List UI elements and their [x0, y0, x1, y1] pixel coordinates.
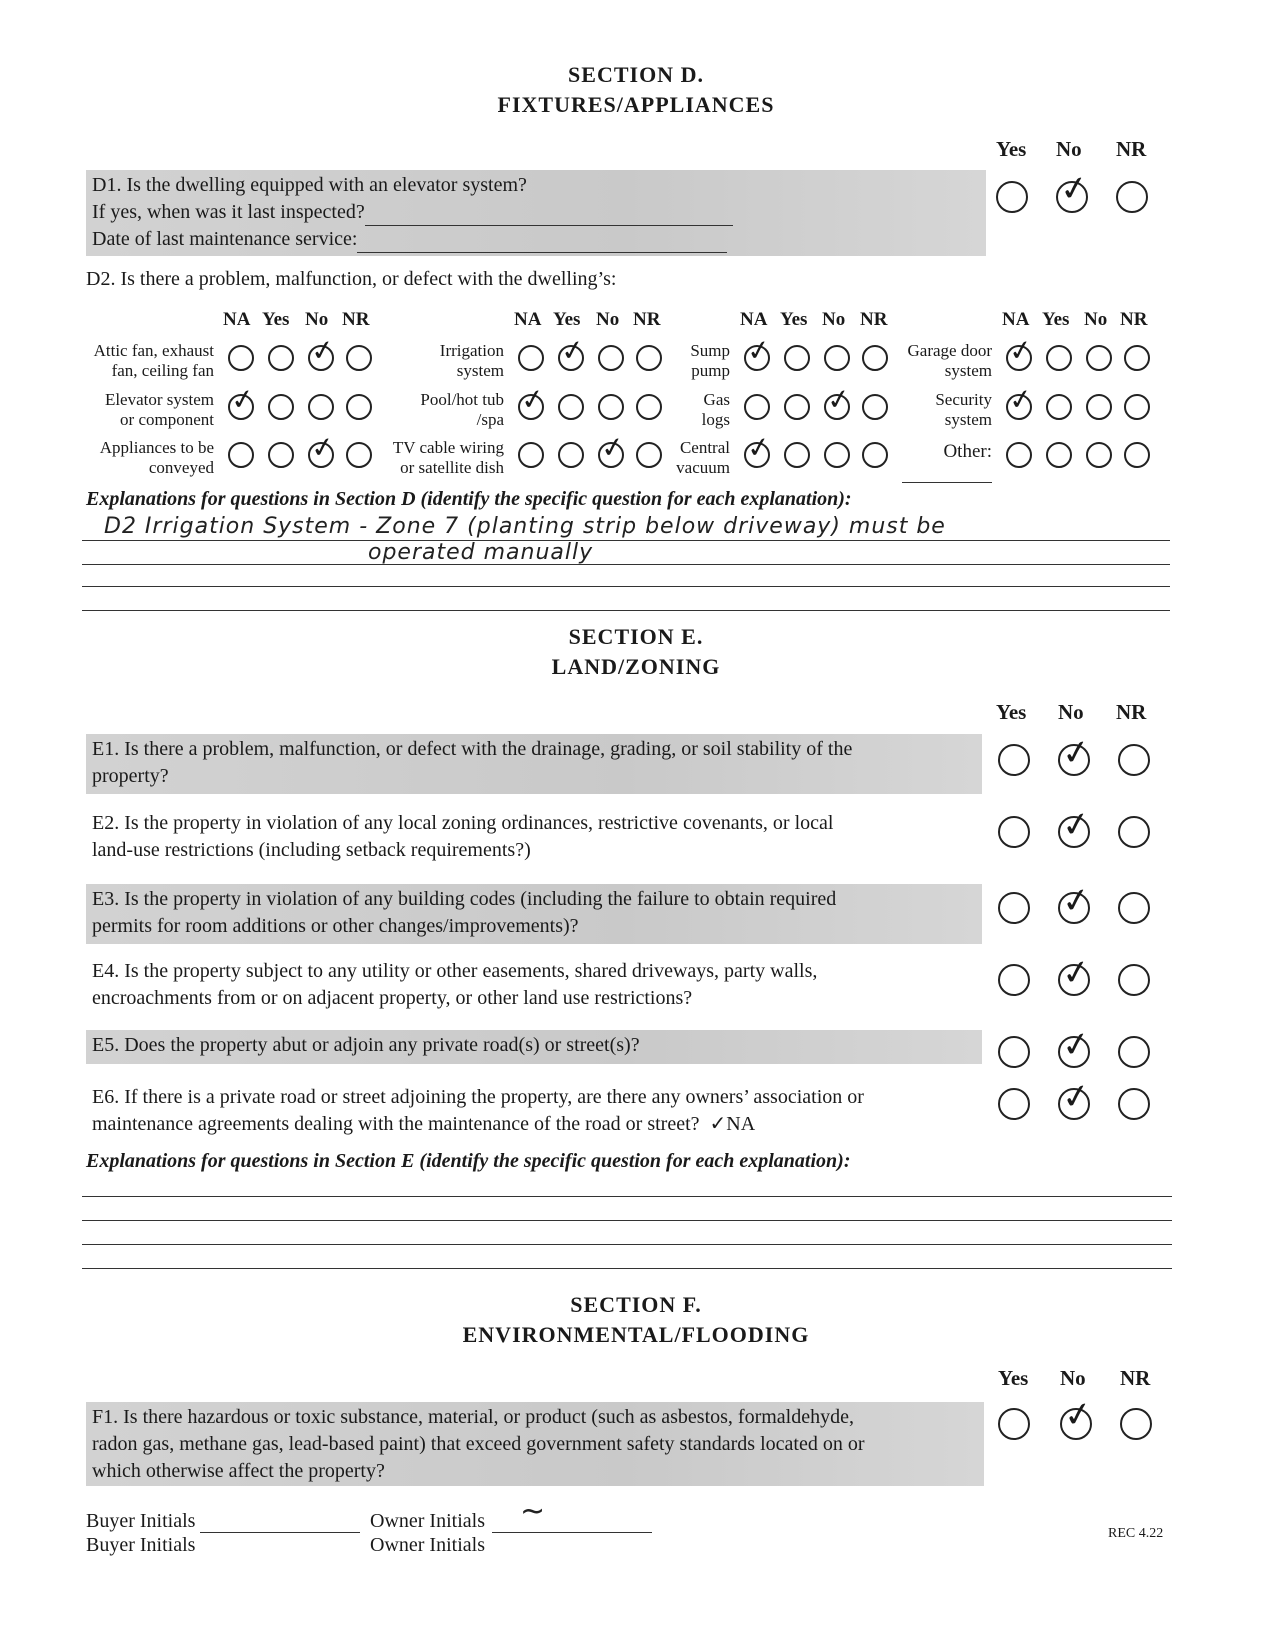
section-e-title: SECTION E.: [568, 624, 704, 649]
d2-item-label: [580, 438, 730, 478]
e6-question: [86, 1082, 982, 1138]
section-f-subtitle: ENVIRONMENTAL/FLOODING: [462, 1322, 810, 1347]
d2-item-label-line1: Irrigation: [439, 341, 504, 360]
e4-nr-radio[interactable]: [1118, 964, 1150, 996]
e1-yes-radio[interactable]: [998, 744, 1030, 776]
form-code: REC 4.22: [1108, 1526, 1164, 1541]
d2-checkmark: ✓: [228, 381, 257, 418]
d2-checkmark: ✓: [598, 429, 627, 466]
d-col-yes: Yes: [996, 137, 1027, 161]
d2-hdr-no-3: No: [822, 309, 846, 330]
e1-line1: E1. Is there a problem, malfunction, or defect with the drainage, grading, or soil stability of the: [92, 738, 853, 760]
d2-checkmark: ✓: [824, 381, 853, 418]
owner-initials-label-2: Owner Initials: [370, 1534, 485, 1556]
d1-no-checkmark: ✓: [1057, 167, 1092, 211]
d2-na-radio[interactable]: [744, 394, 770, 420]
d2-hdr-no-1: No: [305, 309, 329, 330]
d2-hdr-na-4: NA: [1002, 309, 1030, 330]
d2-yes-radio[interactable]: [268, 345, 294, 371]
d2-nr-radio[interactable]: [1124, 345, 1150, 371]
d2-no-radio[interactable]: [1086, 442, 1112, 468]
d2-item-label-line2: or satellite dish: [400, 458, 504, 477]
e-explain-line-3[interactable]: [82, 1244, 1172, 1245]
e6-line2: maintenance agreements dealing with the maintenance of the road or street? ✓NA: [92, 1113, 756, 1135]
d1-line3: Date of last maintenance service:: [92, 226, 980, 253]
d2-checkmark: ✓: [558, 332, 587, 369]
d2-item-label-line2: /spa: [476, 410, 504, 429]
e6-checkmark: ✓: [1059, 1075, 1094, 1119]
d2-hdr-yes-2: Yes: [553, 309, 581, 330]
e2-line2: land-use restrictions (including setback requirements?): [92, 839, 531, 861]
d2-hdr-nr-2: NR: [633, 309, 661, 330]
d2-item-label-line1: Elevator system: [104, 390, 214, 409]
d2-yes-radio[interactable]: [268, 394, 294, 420]
owner-initials-signature: ~: [520, 1494, 547, 1529]
d2-checkmark: ✓: [1006, 381, 1035, 418]
e5-checkmark: ✓: [1059, 1023, 1094, 1067]
d2-item-label-line2: system: [456, 361, 504, 380]
d2-nr-radio[interactable]: [1124, 394, 1150, 420]
e-col-nr: NR: [1116, 700, 1147, 724]
e5-nr-radio[interactable]: [1118, 1036, 1150, 1068]
section-d-title: SECTION D.: [568, 62, 704, 87]
d2-na-radio[interactable]: [228, 442, 254, 468]
d2-hdr-na-1: NA: [223, 309, 251, 330]
e1-question: [86, 734, 982, 794]
d2-item-label-line2: pump: [691, 361, 730, 380]
d-explain-line-2[interactable]: [82, 564, 1170, 565]
d2-item-label-line2: fan, ceiling fan: [111, 361, 214, 380]
section-d-explanations-label: Explanations for questions in Section D (identify the specific question for each explanation):: [86, 488, 852, 510]
d2-hdr-na-2: NA: [514, 309, 542, 330]
owner-initials-label-1: Owner Initials: [370, 1510, 485, 1532]
e1-line2: property?: [92, 765, 169, 787]
e-col-yes: Yes: [996, 700, 1027, 724]
d2-checkmark: ✓: [744, 332, 773, 369]
e4-line1: E4. Is the property subject to any utility or other easements, shared driveways, party walls,: [92, 960, 818, 982]
d2-item-label-line1: Sump: [690, 341, 730, 360]
d1-line1: D1. Is the dwelling equipped with an elevator system?: [92, 174, 527, 196]
e3-line2: permits for room additions or other changes/improvements)?: [92, 915, 579, 937]
d-explain-line-3[interactable]: [82, 586, 1170, 587]
d2-no-radio[interactable]: [1086, 345, 1112, 371]
e5-line1: E5. Does the property abut or adjoin any private road(s) or street(s)?: [92, 1034, 640, 1056]
d2-item-label: [354, 438, 504, 478]
d2-hdr-nr-3: NR: [860, 309, 888, 330]
d2-item-label: [64, 341, 214, 381]
e4-line2: encroachments from or on adjacent property, or other land use restrictions?: [92, 987, 693, 1009]
d2-na-radio[interactable]: [518, 345, 544, 371]
d2-hdr-nr-4: NR: [1120, 309, 1148, 330]
d2-item-label-line1: Pool/hot tub: [420, 390, 504, 409]
e4-question: [86, 956, 982, 1016]
e2-yes-radio[interactable]: [998, 816, 1030, 848]
d2-hdr-yes-4: Yes: [1042, 309, 1070, 330]
d2-item-label-line1: TV cable wiring: [392, 438, 504, 457]
d2-na-radio[interactable]: [1006, 442, 1032, 468]
e5-question: [86, 1030, 982, 1064]
d2-item-label-line1: Central: [679, 438, 730, 457]
d2-item-label: [842, 341, 992, 381]
d2-yes-radio[interactable]: [268, 442, 294, 468]
d2-item-label-line1: Appliances to be: [99, 438, 214, 457]
f-col-yes: Yes: [998, 1366, 1029, 1390]
section-e-subtitle: LAND/ZONING: [551, 654, 721, 679]
e-explain-line-1[interactable]: [82, 1196, 1172, 1197]
e3-checkmark: ✓: [1059, 879, 1094, 923]
d2-question: D2. Is there a problem, malfunction, or defect with the dwelling’s:: [86, 268, 617, 290]
section-f-title: SECTION F.: [570, 1292, 702, 1317]
d2-checkmark: ✓: [308, 332, 337, 369]
e3-yes-radio[interactable]: [998, 892, 1030, 924]
d-explain-line-4[interactable]: [82, 610, 1170, 611]
d2-item-label-line1: Garage door: [907, 341, 992, 360]
owner-initials-field-1[interactable]: [492, 1532, 652, 1533]
d2-item-label-line2: system: [944, 361, 992, 380]
d2-item-label-line1: Security: [935, 390, 992, 409]
e1-checkmark: ✓: [1059, 731, 1094, 775]
d2-item-label-line1: Attic fan, exhaust: [93, 341, 214, 360]
d2-hdr-nr-1: NR: [342, 309, 370, 330]
d2-hdr-na-3: NA: [740, 309, 768, 330]
d2-item-label-line2: logs: [701, 410, 730, 429]
d1-yes-radio[interactable]: [996, 181, 1028, 213]
d2-yes-radio[interactable]: [784, 442, 810, 468]
d1-nr-radio[interactable]: [1116, 181, 1148, 213]
f1-yes-radio[interactable]: [998, 1408, 1030, 1440]
e6-yes-radio[interactable]: [998, 1088, 1030, 1120]
d2-no-radio[interactable]: [308, 394, 334, 420]
f1-line1: F1. Is there hazardous or toxic substance, material, or product (such as asbestos, formaldehyde,: [92, 1406, 854, 1428]
f1-line2: radon gas, methane gas, lead-based paint) that exceed government safety standards located on or: [92, 1433, 865, 1455]
d2-na-radio[interactable]: [518, 442, 544, 468]
d2-hdr-yes-1: Yes: [262, 309, 290, 330]
e-col-no: No: [1058, 700, 1084, 724]
buyer-initials-field-1[interactable]: [200, 1532, 360, 1533]
d2-item-label-line1: Gas: [703, 390, 730, 409]
e4-yes-radio[interactable]: [998, 964, 1030, 996]
f1-question: [86, 1402, 984, 1486]
d2-no-radio[interactable]: [1086, 394, 1112, 420]
e3-nr-radio[interactable]: [1118, 892, 1150, 924]
e6-line1: E6. If there is a private road or street adjoining the property, are there any owners’ association or: [92, 1086, 864, 1108]
d2-item-label: [64, 438, 214, 478]
d2-nr-radio[interactable]: [1124, 442, 1150, 468]
e2-nr-radio[interactable]: [1118, 816, 1150, 848]
d2-item-label-line2: conveyed: [148, 458, 214, 477]
d2-item-label: [842, 442, 992, 462]
d1-line2: If yes, when was it last inspected?: [92, 199, 980, 226]
d2-hdr-no-2: No: [596, 309, 620, 330]
d2-yes-radio[interactable]: [784, 394, 810, 420]
d2-yes-radio[interactable]: [1046, 394, 1072, 420]
e3-question: [86, 884, 982, 944]
d2-hdr-no-4: No: [1084, 309, 1108, 330]
section-e-explanations-label: Explanations for questions in Section E (identify the specific question for each explanation):: [86, 1150, 851, 1172]
e2-checkmark: ✓: [1059, 803, 1094, 847]
e2-line1: E2. Is the property in violation of any local zoning ordinances, restrictive covenants, or local: [92, 812, 834, 834]
d-col-no: No: [1056, 137, 1082, 161]
d2-item-label: [354, 341, 504, 381]
buyer-initials-label-1: Buyer Initials: [86, 1510, 196, 1532]
d2-checkmark: ✓: [1006, 332, 1035, 369]
d2-item-label-line1: Other:: [943, 441, 992, 462]
f1-line3: which otherwise affect the property?: [92, 1460, 385, 1482]
d2-item-label: [580, 341, 730, 381]
d1-question: [86, 170, 986, 256]
d2-checkmark: ✓: [744, 429, 773, 466]
e-explain-line-2[interactable]: [82, 1220, 1172, 1221]
e6-nr-radio[interactable]: [1118, 1088, 1150, 1120]
d-explanation-handwriting-2: operated manually: [368, 540, 594, 565]
d2-yes-radio[interactable]: [1046, 345, 1072, 371]
d1-maintenance-field[interactable]: [357, 252, 727, 253]
d2-other-field[interactable]: [902, 482, 992, 483]
d2-checkmark: ✓: [518, 381, 547, 418]
f-col-nr: NR: [1120, 1366, 1151, 1390]
e-explain-line-4[interactable]: [82, 1268, 1172, 1269]
section-d-subtitle: FIXTURES/APPLIANCES: [497, 92, 775, 117]
d2-item-label: [580, 390, 730, 430]
f-col-no: No: [1060, 1366, 1086, 1390]
e4-checkmark: ✓: [1059, 951, 1094, 995]
e5-yes-radio[interactable]: [998, 1036, 1030, 1068]
d2-yes-radio[interactable]: [1046, 442, 1072, 468]
d2-item-label: [64, 390, 214, 430]
e1-nr-radio[interactable]: [1118, 744, 1150, 776]
e6-na-mark: ✓NA: [709, 1113, 756, 1135]
d2-na-radio[interactable]: [228, 345, 254, 371]
d2-item-label-line2: or component: [120, 410, 214, 429]
d-col-nr: NR: [1116, 137, 1147, 161]
d-explain-line-1[interactable]: [82, 540, 1170, 541]
f1-nr-radio[interactable]: [1120, 1408, 1152, 1440]
d2-item-label-line2: system: [944, 410, 992, 429]
f1-no-checkmark: ✓: [1061, 1393, 1096, 1437]
d-explanation-handwriting-1: D2 Irrigation System - Zone 7 (planting strip below driveway) must be: [104, 514, 946, 539]
e3-line1: E3. Is the property in violation of any building codes (including the failure to obtain required: [92, 888, 837, 910]
e2-question: [86, 808, 982, 868]
d2-checkmark: ✓: [308, 429, 337, 466]
d2-hdr-yes-3: Yes: [780, 309, 808, 330]
buyer-initials-label-2: Buyer Initials: [86, 1534, 196, 1556]
d2-item-label: [842, 390, 992, 430]
d2-item-label: [354, 390, 504, 430]
d2-yes-radio[interactable]: [784, 345, 810, 371]
d2-item-label-line2: vacuum: [676, 458, 730, 477]
